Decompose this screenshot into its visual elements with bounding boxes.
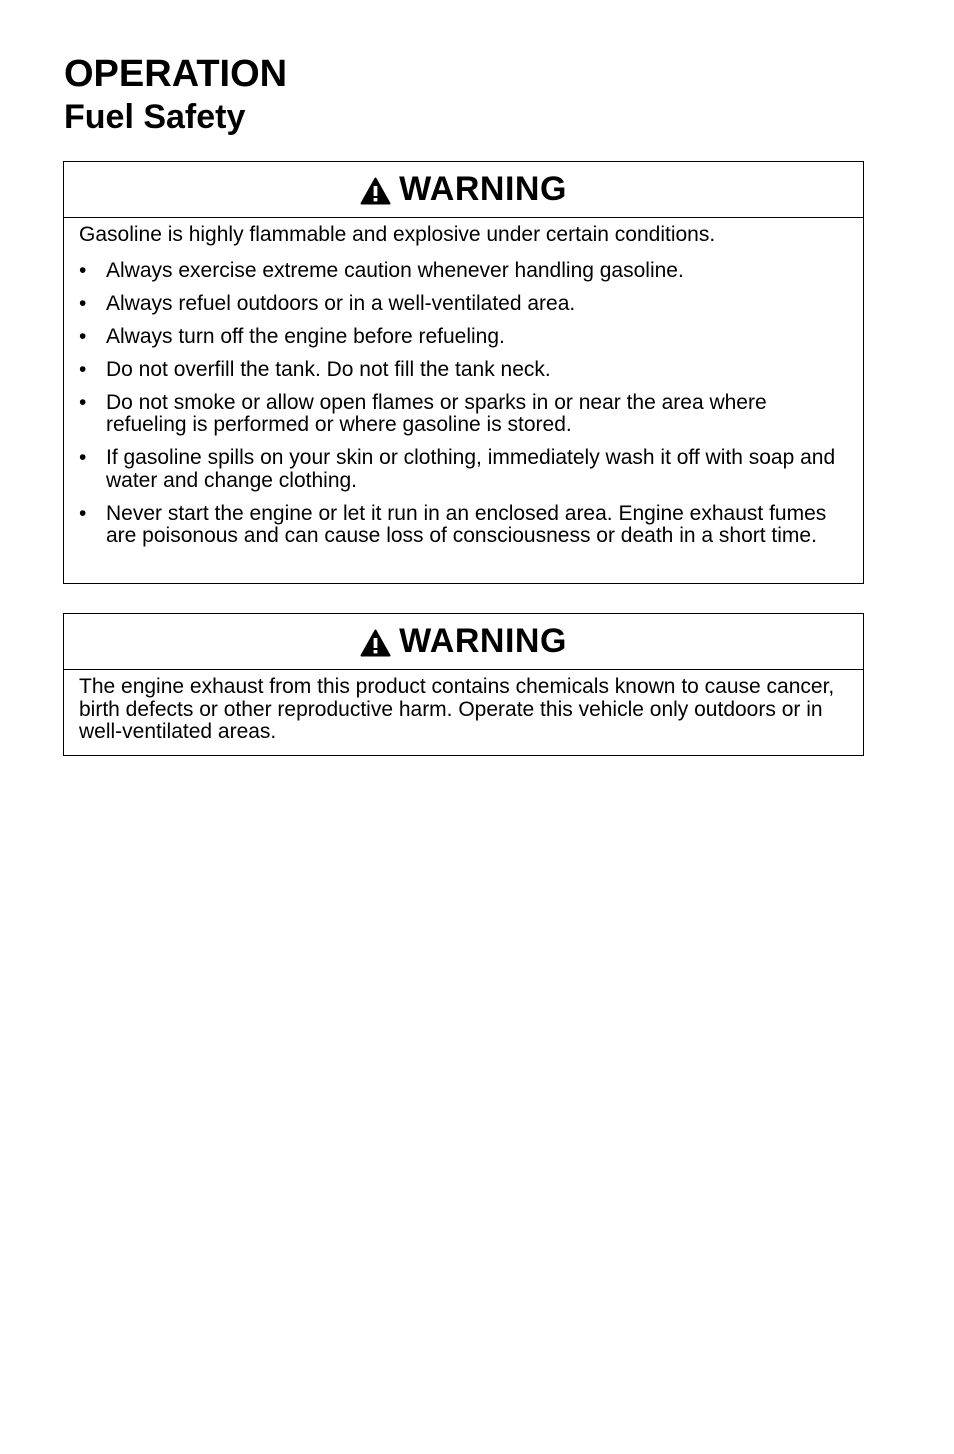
list-item-text: Always exercise extreme caution whenever handling gasoline. (106, 258, 684, 282)
bullet-marker: • (79, 390, 87, 414)
list-item (79, 293, 845, 316)
bullet-marker: • (79, 357, 87, 381)
warning-triangle-icon (360, 177, 391, 205)
warning-body (64, 670, 863, 744)
list-item-text: Do not smoke or allow open flames or sparks in or near the area where refueling is performed or where gasoline is stored. (106, 390, 767, 436)
list-item-text: Never start the engine or let it run in an enclosed area. Engine exhaust fumes are poisonous and can cause loss of consciousness or death in a short time. (106, 501, 827, 547)
bullet-marker: • (79, 258, 87, 282)
list-item (79, 260, 845, 283)
list-item-text: If gasoline spills on your skin or clothing, immediately wash it off with soap and water and change clothing. (106, 446, 836, 492)
exhaust-warning-box (63, 613, 864, 756)
list-item (79, 326, 845, 349)
warning-intro: Gasoline is highly flammable and explosive under certain conditions. (79, 223, 716, 246)
bullet-marker: • (79, 324, 87, 348)
page-subtitle: Fuel Safety (64, 98, 246, 136)
warning-header (64, 614, 863, 670)
warning-bullet-list (79, 260, 845, 548)
list-item (79, 359, 845, 382)
bullet-marker: • (79, 446, 87, 469)
bullet-marker: • (79, 291, 87, 315)
warning-text: The engine exhaust from this product contains chemicals known to cause cancer, birth defects or other reproductive harm. Operate this vehicle only outdoors or in well-ventilated areas. (79, 675, 835, 743)
section-title: OPERATION (64, 53, 288, 95)
list-item-text: Always turn off the engine before refueling. (106, 324, 505, 348)
list-item (79, 447, 845, 492)
warning-body (64, 218, 863, 548)
list-item-text: Do not overfill the tank. Do not fill the tank neck. (106, 357, 551, 381)
list-item (79, 392, 845, 437)
warning-header (64, 162, 863, 218)
warning-label: WARNING (399, 622, 567, 660)
list-item (79, 503, 845, 548)
bullet-marker: • (79, 501, 87, 525)
fuel-warning-box (63, 161, 864, 584)
warning-triangle-icon (360, 629, 391, 657)
list-item-text: Always refuel outdoors or in a well-ventilated area. (106, 291, 576, 315)
warning-label: WARNING (399, 170, 567, 208)
